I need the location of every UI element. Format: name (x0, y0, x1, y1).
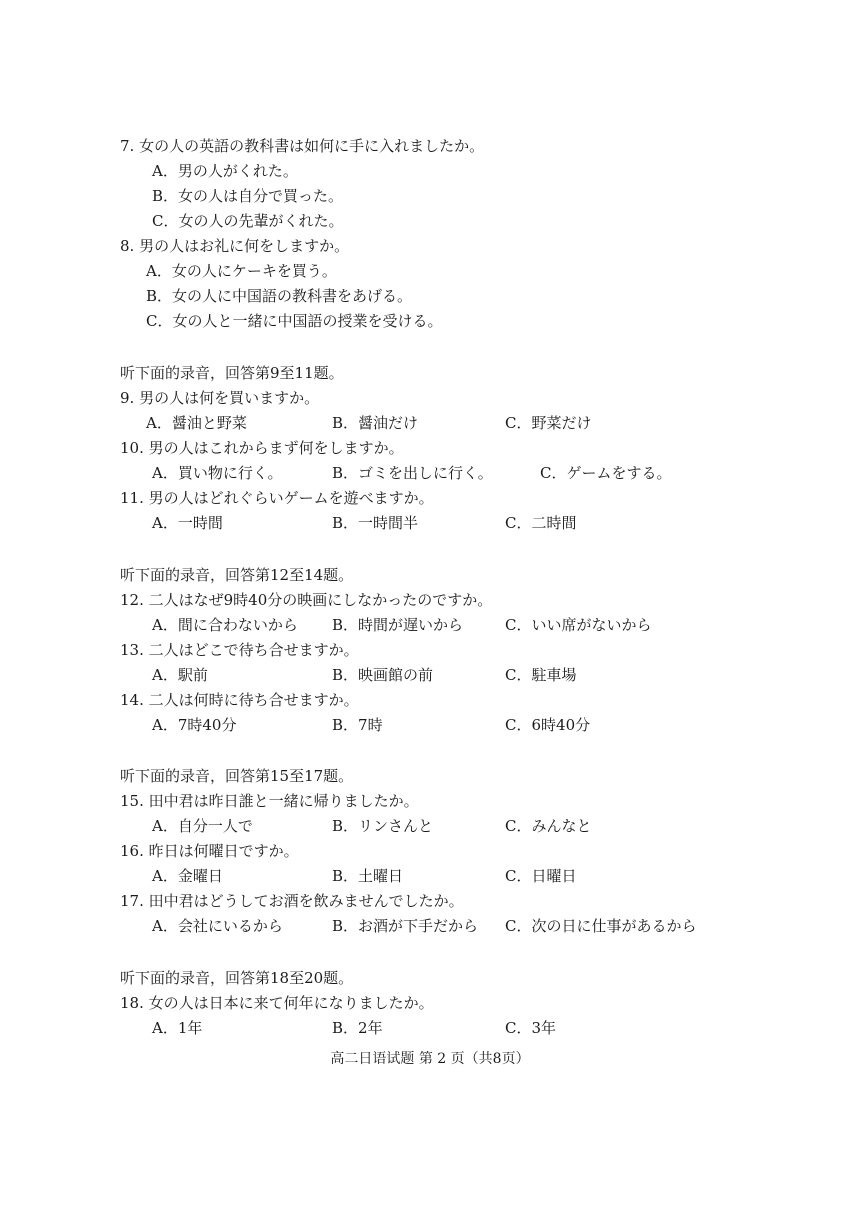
option-15a: A．自分一人で (152, 817, 253, 835)
option-16a: A．金曜日 (152, 867, 223, 885)
question-10: 10. 男の人はこれからまず何をしますか。 (120, 439, 404, 457)
page-footer: 高二日语试题 第 2 页（共8页） (330, 1051, 530, 1067)
option-12c: C．いい席がないから (505, 616, 652, 634)
option-11a: A．一時間 (152, 514, 223, 532)
question-12: 12. 二人はなぜ9時40分の映画にしなかったのですか。 (120, 591, 493, 609)
option-9b: B．醤油だけ (332, 414, 419, 432)
question-13: 13. 二人はどこで待ち合せますか。 (120, 641, 359, 659)
option-14b: B．7時 (332, 716, 383, 734)
option-17c: C．次の日に仕事があるから (505, 917, 697, 935)
option-18c: C．3年 (505, 1019, 557, 1037)
question-18: 18. 女の人は日本に来て何年になりましたか。 (120, 994, 434, 1012)
question-15: 15. 田中君は昨日誰と一緒に帰りましたか。 (120, 792, 419, 810)
option-13a: A．駅前 (152, 666, 208, 684)
option-16c: C．日曜日 (505, 867, 577, 885)
option-13b: B．映画館の前 (332, 666, 434, 684)
question-11: 11. 男の人はどれぐらいゲームを遊べますか。 (120, 489, 434, 507)
section-heading-18-20: 听下面的录音，回答第18至20题。 (120, 969, 354, 987)
option-9c: C．野菜だけ (505, 414, 592, 432)
option-16b: B．土曜日 (332, 867, 404, 885)
option-18a: A．1年 (152, 1019, 203, 1037)
option-15c: C．みんなと (505, 817, 592, 835)
question-8: 8. 男の人はお礼に何をしますか。 (120, 237, 350, 255)
question-17: 17. 田中君はどうしてお酒を飲みませんでしたか。 (120, 892, 464, 910)
option-12a: A．間に合わないから (152, 616, 298, 634)
option-10a: A．買い物に行く。 (152, 464, 283, 482)
option-8c: C．女の人と一緒に中国語の授業を受ける。 (146, 312, 443, 330)
option-11c: C．二時間 (505, 514, 577, 532)
question-9: 9. 男の人は何を買いますか。 (120, 389, 320, 407)
option-10c: C．ゲームをする。 (540, 464, 672, 482)
option-14a: A．7時40分 (152, 716, 237, 734)
option-15b: B．リンさんと (332, 817, 434, 835)
section-heading-15-17: 听下面的录音，回答第15至17题。 (120, 767, 354, 785)
option-17a: A．会社にいるから (152, 917, 283, 935)
option-11b: B．一時間半 (332, 514, 419, 532)
option-8b: B．女の人に中国語の教科書をあげる。 (146, 287, 413, 305)
option-13c: C．駐車場 (505, 666, 577, 684)
option-10b: B．ゴミを出しに行く。 (332, 464, 493, 482)
option-9a: A．醤油と野菜 (146, 414, 247, 432)
question-16: 16. 昨日は何曜日ですか。 (120, 842, 299, 860)
option-14c: C．6時40分 (505, 716, 591, 734)
option-18b: B．2年 (332, 1019, 383, 1037)
section-heading-9-11: 听下面的录音，回答第9至11题。 (120, 364, 344, 382)
option-8a: A．女の人にケーキを買う。 (146, 262, 337, 280)
option-7c: C．女の人の先輩がくれた。 (152, 212, 344, 230)
option-7b: B．女の人は自分で買った。 (152, 187, 344, 205)
question-14: 14. 二人は何時に待ち合せますか。 (120, 691, 359, 709)
option-12b: B．時間が遅いから (332, 616, 464, 634)
section-heading-12-14: 听下面的录音，回答第12至14题。 (120, 566, 354, 584)
option-17b: B．お酒が下手だから (332, 917, 479, 935)
option-7a: A．男の人がくれた。 (152, 162, 298, 180)
question-7: 7. 女の人の英語の教科書は如何に手に入れましたか。 (120, 137, 485, 155)
